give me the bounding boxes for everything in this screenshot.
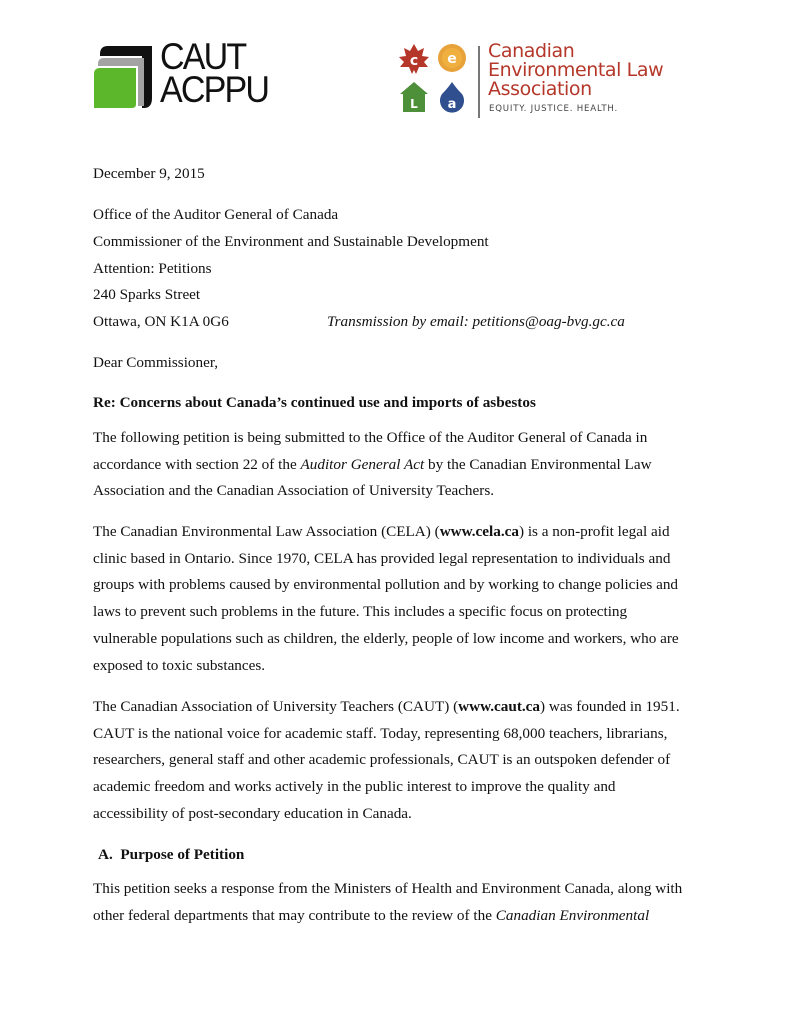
address-line: Attention: Petitions <box>93 260 212 277</box>
address-line: Office of the Auditor General of Canada <box>93 206 339 223</box>
section-title: Purpose of Petition <box>120 846 245 863</box>
svg-text:c: c <box>409 53 419 69</box>
paragraph-line: CAUT is the national voice for academic staff. Today, representing 68,000 teachers, librarians, <box>93 724 668 742</box>
cela-icons <box>398 42 470 114</box>
paragraph-line: researchers, general staff and other academic professionals, CAUT is an outspoken defender of <box>93 751 671 769</box>
intro-paragraph <box>93 425 733 505</box>
cela-divider <box>478 46 480 118</box>
paragraph-line: accessibility of post-secondary education in Canada. <box>93 804 412 822</box>
caut-wordmark-line1: CAUT <box>160 36 246 77</box>
paragraph-line: The Canadian Environmental Law Association (CELA) (www.cela.ca) is a non-profit legal aid <box>93 523 670 540</box>
letter-date: December 9, 2015 <box>93 165 205 182</box>
cela-tagline: EQUITY. JUSTICE. HEALTH. <box>489 104 619 114</box>
paragraph-line: exposed to toxic substances. <box>93 656 266 674</box>
paragraph-line: clinic based in Ontario. Since 1970, CELA has provided legal representation to individuals and <box>93 549 671 567</box>
address-line: Commissioner of the Environment and Sustainable Development <box>93 233 489 250</box>
cela-name-line1: Canadian <box>488 40 575 62</box>
address-line: Ottawa, ON K1A 0G6 <box>93 313 229 330</box>
paragraph-line: academic freedom and works actively in the public interest to improve the quality and <box>93 778 616 796</box>
paragraph-line: accordance with section 22 of the Auditor General Act by the Canadian Environmental Law <box>93 455 652 473</box>
caut-paragraph <box>93 694 733 828</box>
sun-icon <box>438 44 466 72</box>
paragraph-line: The Canadian Association of University Teachers (CAUT) (www.caut.ca) was founded in 1951. <box>93 698 680 715</box>
cela-name-line3: Association <box>488 78 592 100</box>
caut-wordmark <box>160 36 269 110</box>
caut-wordmark-line2: ACPPU <box>160 69 269 110</box>
paragraph-line: vulnerable populations such as children, the elderly, people of low income and workers, who are <box>93 629 679 647</box>
cela-website-link[interactable]: www.cela.ca <box>439 523 519 540</box>
house-icon <box>400 82 428 112</box>
cela-logo <box>398 42 678 122</box>
transmission-note: Transmission by email: petitions@oag-bvg.gc.ca <box>327 313 625 330</box>
paragraph-line: laws to prevent such problems in the future. This includes a specific focus on protecting <box>93 603 628 621</box>
purpose-paragraph <box>93 876 733 929</box>
water-drop-icon <box>440 82 464 113</box>
paragraph-line: other federal departments that may contribute to the review of the Canadian Environmental <box>93 906 650 924</box>
svg-text:e: e <box>447 51 457 67</box>
section-a-heading <box>98 846 244 864</box>
subject-line: Re: Concerns about Canada’s continued use and imports of asbestos <box>93 394 536 411</box>
caut-website-link[interactable]: www.caut.ca <box>458 698 541 715</box>
cela-name-line2: Environmental Law <box>488 59 664 81</box>
address-line: 240 Sparks Street <box>93 286 201 303</box>
paragraph-line: This petition seeks a response from the Ministers of Health and Environment Canada, along with <box>93 880 683 897</box>
paragraph-line: groups with problems caused by environmental pollution and by working to change policies and <box>93 576 679 594</box>
svg-text:a: a <box>447 97 457 112</box>
svg-text:L: L <box>410 97 418 111</box>
paragraph-line: The following petition is being submitted to the Office of the Auditor General of Canada in <box>93 429 648 446</box>
caut-logo <box>92 36 284 112</box>
section-marker: A. <box>98 846 113 863</box>
auditor-general-act-title: Auditor General Act <box>300 455 425 473</box>
salutation: Dear Commissioner, <box>93 354 219 371</box>
maple-leaf-icon <box>399 44 429 74</box>
cela-wordmark <box>488 42 663 99</box>
caut-emblem-icon <box>92 44 158 110</box>
cepa-title: Canadian Environmental <box>495 906 650 924</box>
paragraph-line: Association and the Canadian Association of University Teachers. <box>93 482 495 500</box>
cela-paragraph <box>93 519 733 679</box>
